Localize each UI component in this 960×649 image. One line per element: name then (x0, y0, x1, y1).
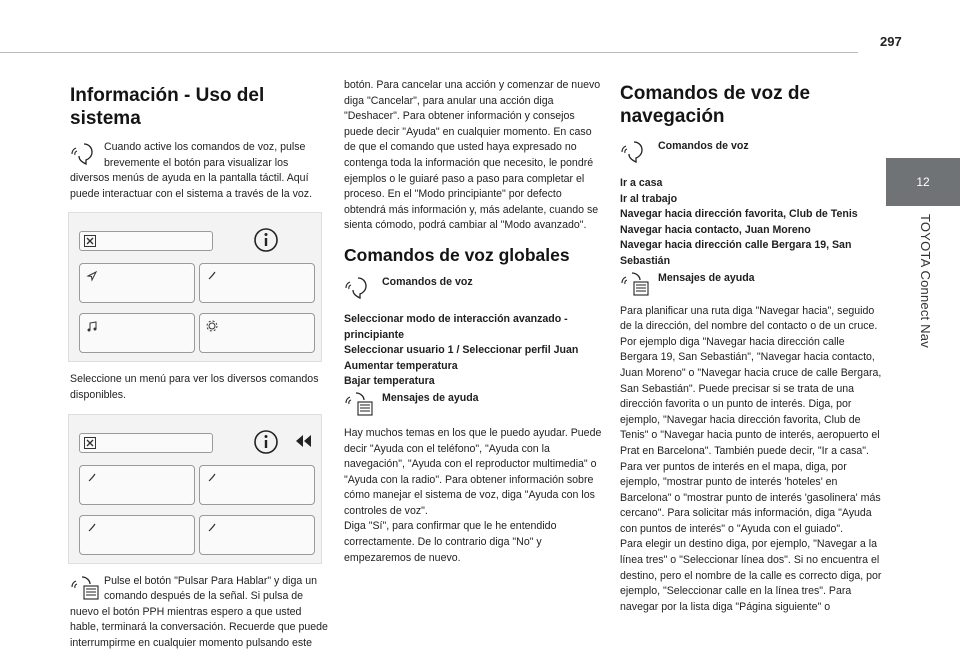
header-rule (0, 52, 858, 53)
command-item: Aumentar temperatura (344, 359, 458, 372)
close-icon (84, 235, 96, 247)
voice-command-icon (620, 138, 650, 164)
voice-help-icon (344, 390, 374, 418)
menu-button-navigation[interactable] (79, 263, 195, 303)
status-bar (79, 433, 213, 453)
navigation-help-text: Para planificar una ruta diga "Navegar hacia", seguido de la dirección, del nombre del contacto o de un cruce. Por ejemplo diga "Navegar hacia dirección calle Bergara 19, San Sebastián", "Navegar hacia contacto, Juan Moreno" o "Navegar hacia cruce de calle Bergara, San Sebastián". Puede precisar si se trata de una dirección favorita o un punto de interés. Diga, por ejemplo, "Navegar hacia dirección favorita, Club de Tenis" o "Navegar hacia punto de interés, aeropuerto el Prat en Barcelona". También puede decir, "Ir a casa". Para ver puntos de interés en el mapa, diga, por ejemplo, "mostrar punto de interés 'hoteles' en Barcelona" o "mostrar punto de interés 'gasolinera' más cercano". Para solicitar más información, diga "Ayuda con puntos de interés" o "Ayuda con el guiado". (620, 304, 882, 535)
chapter-label-text: TOYOTA Connect Nav (918, 214, 933, 348)
chapter-tab: 12 (886, 158, 960, 206)
submenu-button-1[interactable] (79, 465, 195, 505)
navigation-arrow-icon (86, 270, 98, 282)
phone-icon (206, 522, 218, 534)
phone-icon (86, 472, 98, 484)
voice-commands-label: Comandos de voz (382, 275, 473, 288)
voice-command-icon (344, 274, 374, 300)
music-note-icon (86, 320, 98, 332)
intro-line-2: brevemente el botón para visualizar los (104, 156, 289, 169)
push-to-talk-paragraph (70, 574, 330, 649)
voice-menu-panel (68, 212, 322, 362)
select-menu-text: Seleccione un menú para ver los diversos comandos disponibles. (70, 373, 319, 401)
help-text: Hay muchos temas en los que le puedo ayudar. Puede decir "Ayuda con el teléfono", "Ayuda con la navegación", "Ayuda con el reproductor multimedia" o "Ayuda con la radio". Para obtener información sobre cómo manejar el sistema de voz, diga "Ayuda con los controles de voz". (344, 426, 602, 517)
voice-submenu-panel (68, 414, 322, 564)
intro-line-1: Cuando active los comandos de voz, pulse (104, 141, 306, 153)
intro-paragraph (70, 140, 330, 202)
status-bar (79, 231, 213, 251)
navigation-line-text: Para elegir un destino diga, por ejemplo, "Navegar a la línea tres" o "Seleccionar línea dos". Si no encuentra el destino, pero el nombre de la calle es correcto diga, por ejemplo, "Seleccionar calle en la línea tres". Para navegar por la lista diga "Página siguiente" o (620, 538, 882, 613)
menu-button-phone[interactable] (199, 263, 315, 303)
intro-rest: diversos menús de ayuda en la pantalla táctil. Aquí puede interactuar con el sistema a través de la voz. (70, 172, 313, 200)
command-item: Ir al trabajo (620, 192, 678, 205)
ptt-line-2: comando después de la señal. Si pulsa de (104, 590, 304, 603)
info-icon[interactable] (253, 227, 279, 253)
column-3 (620, 78, 882, 625)
help-messages-heading (620, 270, 882, 298)
voice-help-icon (70, 574, 100, 602)
page-number: 297 (880, 34, 902, 49)
section-title-global: Comandos de voz globales (344, 244, 570, 265)
ptt-rest: nuevo el botón PPH mientras espero a que usted hable, terminará la conversación. Recuerde que puede interrumpirme en cualquier momento pulsando este (70, 605, 328, 649)
submenu-button-4[interactable] (199, 515, 315, 555)
command-item: Navegar hacia dirección calle Bergara 19, San Sebastián (620, 239, 852, 267)
gear-icon (206, 320, 218, 332)
menu-button-media[interactable] (79, 313, 195, 353)
help-messages-heading (344, 390, 602, 418)
command-item: Navegar hacia dirección favorita, Club de Tenis (620, 208, 858, 221)
voice-commands-label: Comandos de voz (658, 140, 749, 152)
command-item: Navegar hacia contacto, Juan Moreno (620, 223, 811, 236)
command-item: Bajar temperatura (344, 375, 435, 388)
global-command-list (344, 312, 602, 390)
command-item: Ir a casa (620, 177, 663, 189)
close-icon (84, 437, 96, 449)
info-icon[interactable] (253, 429, 279, 455)
navigation-command-list (620, 176, 882, 270)
command-item: Seleccionar usuario 1 / Seleccionar perfil Juan (344, 344, 579, 357)
submenu-button-3[interactable] (79, 515, 195, 555)
voice-commands-heading (620, 138, 882, 164)
column-2 (344, 78, 602, 576)
help-messages-label: Mensajes de ayuda (658, 271, 755, 284)
voice-commands-heading (344, 274, 602, 300)
section-title-info: Información - Uso del sistema (70, 85, 265, 129)
column-1 (70, 78, 330, 649)
section-title-navigation (620, 82, 882, 128)
voice-command-icon (70, 140, 100, 166)
phone-icon (206, 472, 218, 484)
confirm-text: Diga "Sí", para confirmar que le he entendido correctamente. De lo contrario diga "No" y empezaremos de nuevo. (344, 520, 557, 564)
phone-icon (86, 522, 98, 534)
command-item: Seleccionar modo de interacción avanzado - principiante (344, 312, 568, 341)
back-icon[interactable] (293, 433, 313, 449)
continued-text: botón. Para cancelar una acción y comenzar de nuevo diga "Cancelar", para anular una acción diga "Deshacer". Para obtener información y consejos puede decir "Ayuda" en cualquier momento. En caso de que el comando que usted haya expresado no contenga toda la información que necesito, le pondré ejemplos o le guiaré paso a paso para completar el proceso. En el "Modo principiante" por defecto obtendrá más información y, más adelante, cuando se sienta cómodo, podrá cambiar al "Modo avanzado". (344, 79, 601, 232)
chapter-label (905, 214, 941, 374)
ptt-line-1: Pulse el botón "Pulsar Para Hablar" y diga un (104, 574, 318, 587)
submenu-button-2[interactable] (199, 465, 315, 505)
phone-icon (206, 270, 218, 282)
title-line-2: navegación (620, 106, 725, 127)
menu-button-settings[interactable] (199, 313, 315, 353)
voice-help-icon (620, 270, 650, 298)
title-line-1: Comandos de voz de (620, 83, 811, 104)
help-messages-label: Mensajes de ayuda (382, 391, 479, 404)
